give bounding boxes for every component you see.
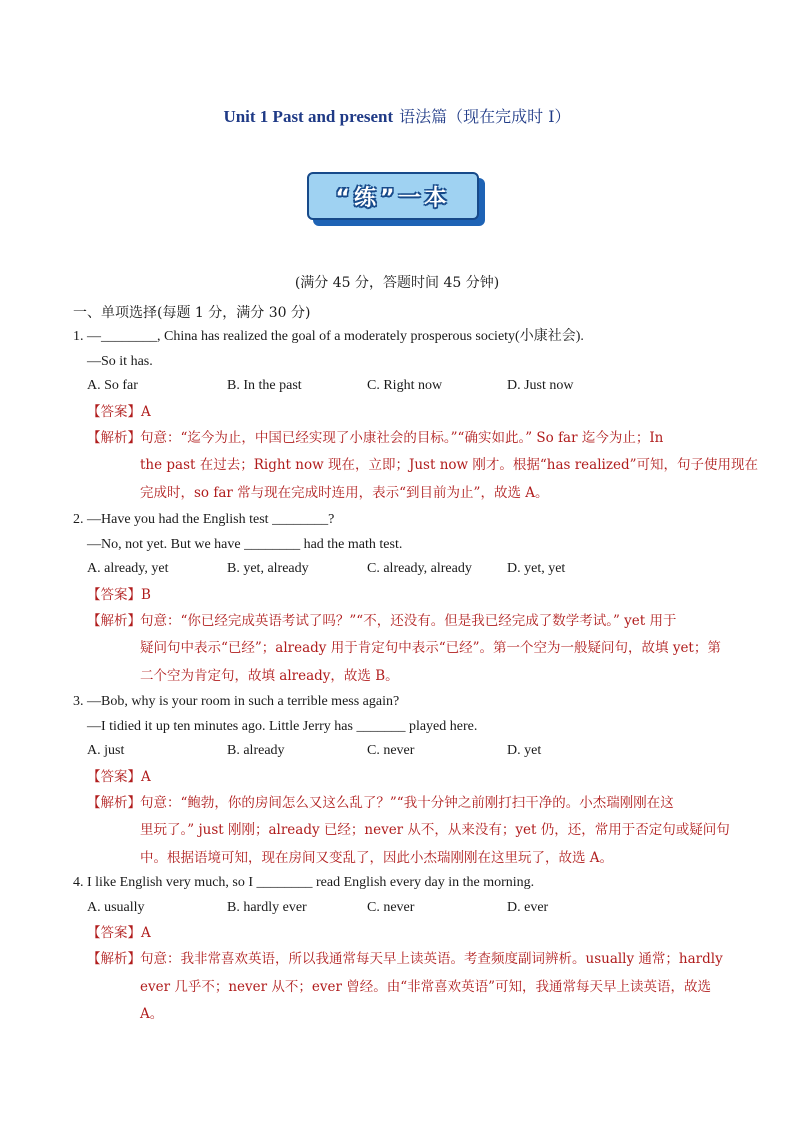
explanation bbox=[73, 790, 733, 873]
explanation-line: A。 bbox=[140, 1006, 164, 1022]
title-english: Unit 1 Past and present bbox=[223, 107, 394, 126]
option-b: B. yet, already bbox=[227, 561, 309, 576]
option-d: D. yet, yet bbox=[507, 561, 566, 576]
option-a: A. So far bbox=[87, 378, 138, 393]
question-stem: 3. —Bob, why is your room in such a terrible mess again? bbox=[73, 694, 400, 709]
answer-label: 【答案】 bbox=[87, 586, 141, 603]
answer-value: A bbox=[141, 925, 151, 941]
question-4 bbox=[73, 871, 733, 1029]
answer-label: 【答案】 bbox=[87, 768, 141, 785]
option-d: D. yet bbox=[507, 743, 542, 758]
option-b: B. In the past bbox=[227, 378, 302, 393]
option-c: C. Right now bbox=[367, 378, 443, 393]
badge-text: “练”一本 bbox=[335, 185, 451, 211]
section-title: 一、单项选择(每题 1 分，满分 30 分) bbox=[73, 305, 311, 321]
answer-label: 【答案】 bbox=[87, 925, 141, 941]
explanation bbox=[73, 946, 733, 1029]
explanation-label: 【解析】 bbox=[87, 794, 141, 811]
badge-face bbox=[307, 172, 479, 220]
explanation-label: 【解析】 bbox=[87, 951, 141, 967]
option-b: B. already bbox=[227, 743, 285, 758]
page-title bbox=[0, 104, 794, 127]
score-time-info: (满分 45 分，答题时间 45 分钟) bbox=[294, 275, 500, 291]
question-stem: 2. —Have you had the English test ________? bbox=[73, 512, 335, 527]
option-a: A. already, yet bbox=[87, 561, 169, 576]
option-d: D. ever bbox=[507, 899, 549, 915]
explanation bbox=[73, 425, 758, 508]
answer-row bbox=[73, 764, 733, 790]
title-chinese: 语法篇（现在完成时 I） bbox=[399, 107, 571, 126]
option-a: A. just bbox=[87, 743, 125, 758]
question-stem-reply: —No, not yet. But we have ________ had the math test. bbox=[87, 536, 403, 552]
options-row bbox=[73, 557, 733, 582]
explanation-line: 句意：“迄今为止，中国已经实现了小康社会的目标。”“确实如此。” So far 迄今为止；In bbox=[140, 429, 664, 446]
explanation-line: 句意：“鲍勃，你的房间怎么又这么乱了？”“我十分钟之前刚打扫干净的。小杰瑞刚刚在这 bbox=[140, 794, 674, 811]
explanation-line: 句意：“你已经完成英语考试了吗？”“不，还没有。但是我已经完成了数学考试。” yet 用于 bbox=[140, 612, 677, 629]
question-3 bbox=[73, 690, 733, 872]
practice-badge bbox=[307, 172, 487, 227]
explanation-label: 【解析】 bbox=[87, 429, 141, 446]
explanation-line: 中。根据语境可知，现在房间又变乱了，因此小杰瑞刚刚在这里玩了，故选 A。 bbox=[140, 849, 614, 866]
option-a: A. usually bbox=[87, 899, 145, 915]
question-1 bbox=[73, 325, 758, 507]
explanation-line: 疑问句中表示“已经”；already 用于肯定句中表示“已经”。第一个空为一般疑问句，故填 yet；第 bbox=[140, 640, 721, 656]
options-row bbox=[73, 739, 733, 764]
answer-row bbox=[73, 399, 733, 425]
explanation-line: 二个空为肯定句，故填 already，故选 B。 bbox=[140, 667, 399, 684]
option-c: C. already, already bbox=[367, 561, 472, 576]
answer-row bbox=[73, 920, 733, 946]
answer-row bbox=[73, 582, 733, 608]
answer-label: 【答案】 bbox=[87, 403, 141, 420]
explanation-line: 里玩了。” just 刚刚；already 已经；never 从不，从来没有；yet 仍，还，常用于否定句或疑问句 bbox=[140, 822, 730, 838]
option-b: B. hardly ever bbox=[227, 899, 307, 915]
explanation-line: 完成时，so far 常与现在完成时连用，表示“到目前为止”，故选 A。 bbox=[140, 484, 549, 501]
explanation-line: ever 几乎不；never 从不；ever 曾经。由“非常喜欢英语”可知，我通常每天早上读英语，故选 bbox=[140, 978, 712, 995]
question-stem-reply: —So it has. bbox=[87, 353, 153, 369]
answer-value: A bbox=[141, 768, 151, 785]
explanation-line: the past 在过去；Right now 现在，立即；Just now 刚才。根据“has realized”可知，句子使用现在 bbox=[140, 457, 758, 473]
option-d: D. Just now bbox=[507, 378, 574, 393]
answer-value: B bbox=[141, 586, 151, 603]
question-2 bbox=[73, 508, 733, 690]
option-c: C. never bbox=[367, 743, 415, 758]
question-stem-reply: —I tidied it up ten minutes ago. Little Jerry has _______ played here. bbox=[87, 718, 478, 734]
question-stem: 4. I like English very much, so I ________ read English every day in the morning. bbox=[73, 875, 535, 890]
options-row bbox=[73, 896, 733, 921]
options-row bbox=[73, 374, 733, 399]
answer-value: A bbox=[141, 403, 151, 420]
explanation-line: 句意：我非常喜欢英语，所以我通常每天早上读英语。考查频度副词辨析。usually 通常；hardly bbox=[140, 951, 723, 967]
explanation bbox=[73, 608, 733, 691]
question-stem: 1. —________, China has realized the goal of a moderately prosperous society(小康社会). bbox=[73, 329, 584, 344]
explanation-label: 【解析】 bbox=[87, 612, 141, 629]
option-c: C. never bbox=[367, 899, 415, 915]
